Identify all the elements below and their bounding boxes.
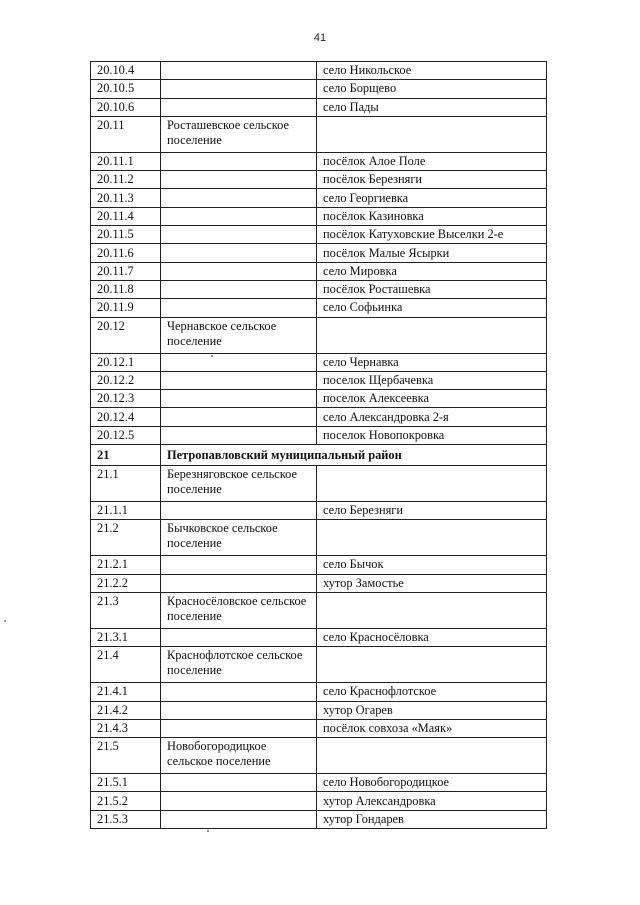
settlement-name [161,244,317,262]
locality-name: хутор Александровка [317,792,547,810]
locality-row [91,80,547,98]
locality-row [91,810,547,828]
locality-name [317,738,547,774]
row-code: 20.12.1 [91,353,161,371]
settlement-name [161,774,317,792]
locality-name: хутор Гондарев [317,810,547,828]
row-code: 20.10.4 [91,62,161,80]
locality-name: село Новобогородицкое [317,774,547,792]
settlement-name [161,719,317,737]
row-code: 21.4 [91,647,161,683]
locality-name: село Пады [317,98,547,116]
row-code: 20.12.4 [91,408,161,426]
locality-name: село Мировка [317,262,547,280]
settlement-name: Новобогородицкое сельское поселение [161,738,317,774]
page-number: 41 [313,32,327,44]
district-name: Петропавловский муниципальный район [161,445,547,466]
settlement-name [161,280,317,298]
row-code: 20.11.8 [91,280,161,298]
row-code: 21.5 [91,738,161,774]
row-code: 21.2.2 [91,574,161,592]
locality-name [317,317,547,353]
settlement-name [161,810,317,828]
settlement-name [161,556,317,574]
locality-row [91,299,547,317]
settlement-row [91,317,547,353]
settlement-name [161,390,317,408]
locality-row [91,280,547,298]
locality-name [317,647,547,683]
settlement-name: Краснофлотское сельское поселение [161,647,317,683]
row-code: 21.4.3 [91,719,161,737]
row-code: 20.11.4 [91,207,161,225]
locality-row [91,226,547,244]
locality-name: село Софьинка [317,299,547,317]
locality-row [91,792,547,810]
settlement-name [161,701,317,719]
settlement-name [161,792,317,810]
settlement-name [161,171,317,189]
row-code: 21 [91,445,161,466]
locality-name [317,520,547,556]
locality-name: село Березняги [317,502,547,520]
settlement-name [161,408,317,426]
row-code: 21.5.3 [91,810,161,828]
locality-row [91,683,547,701]
locality-name: село Чернавка [317,353,547,371]
row-code: 21.3.1 [91,628,161,646]
locality-name: поселок Щербачевка [317,371,547,389]
settlement-row [91,466,547,502]
locality-name: село Александровка 2-я [317,408,547,426]
row-code: 21.1.1 [91,502,161,520]
locality-row [91,426,547,444]
settlement-name [161,62,317,80]
scan-speck [4,620,6,622]
row-code: 20.12.2 [91,371,161,389]
locality-row [91,152,547,170]
settlement-name [161,207,317,225]
locality-name [317,466,547,502]
settlement-name [161,502,317,520]
scan-speck [211,355,213,357]
settlement-row [91,116,547,152]
row-code: 21.2.1 [91,556,161,574]
settlement-row [91,592,547,628]
locality-row [91,390,547,408]
row-code: 20.12.3 [91,390,161,408]
settlement-name [161,353,317,371]
settlement-name [161,262,317,280]
settlement-name: Березняговское сельское поселение [161,466,317,502]
row-code: 20.11.3 [91,189,161,207]
locality-row [91,189,547,207]
locality-name: посёлок Березняги [317,171,547,189]
locality-name: хутор Замостье [317,574,547,592]
locality-name: поселок Алексеевка [317,390,547,408]
locality-row [91,408,547,426]
row-code: 21.5.2 [91,792,161,810]
row-code: 21.4.2 [91,701,161,719]
locality-name: поселок Новопокровка [317,426,547,444]
row-code: 20.11 [91,116,161,152]
settlements-table-body [91,62,547,829]
row-code: 20.10.5 [91,80,161,98]
row-code: 21.4.1 [91,683,161,701]
locality-name: посёлок Казиновка [317,207,547,225]
row-code: 20.11.6 [91,244,161,262]
settlement-name [161,426,317,444]
locality-row [91,701,547,719]
row-code: 20.11.9 [91,299,161,317]
locality-name: село Бычок [317,556,547,574]
settlement-name: Чернавское сельское поселение [161,317,317,353]
settlement-name [161,574,317,592]
locality-name: село Никольское [317,62,547,80]
locality-row [91,62,547,80]
settlement-name [161,189,317,207]
locality-row [91,371,547,389]
settlement-name [161,683,317,701]
row-code: 21.3 [91,592,161,628]
settlement-name: Бычковское сельское поселение [161,520,317,556]
settlement-name [161,80,317,98]
locality-name: село Георгиевка [317,189,547,207]
row-code: 21.5.1 [91,774,161,792]
locality-name: село Красносёловка [317,628,547,646]
row-code: 20.10.6 [91,98,161,116]
locality-name: село Краснофлотское [317,683,547,701]
scan-speck [207,830,209,832]
row-code: 20.12 [91,317,161,353]
row-code: 20.12.5 [91,426,161,444]
locality-row [91,556,547,574]
settlement-name [161,371,317,389]
locality-name: хутор Огарев [317,701,547,719]
locality-row [91,628,547,646]
settlement-row [91,738,547,774]
district-row [91,445,547,466]
locality-row [91,171,547,189]
locality-name: посёлок Катуховские Выселки 2-е [317,226,547,244]
locality-row [91,502,547,520]
settlement-name: Росташевское сельское поселение [161,116,317,152]
settlement-name [161,628,317,646]
row-code: 20.11.2 [91,171,161,189]
locality-name: посёлок совхоза «Маяк» [317,719,547,737]
settlement-name: Красносёловское сельское поселение [161,592,317,628]
locality-row [91,774,547,792]
locality-row [91,262,547,280]
settlement-name [161,98,317,116]
locality-name: село Борщево [317,80,547,98]
locality-name: посёлок Малые Ясырки [317,244,547,262]
locality-row [91,207,547,225]
row-code: 20.11.5 [91,226,161,244]
locality-name: посёлок Алое Поле [317,152,547,170]
settlement-name [161,152,317,170]
locality-row [91,244,547,262]
row-code: 20.11.7 [91,262,161,280]
locality-row [91,574,547,592]
settlement-row [91,520,547,556]
row-code: 21.2 [91,520,161,556]
locality-name [317,592,547,628]
settlement-name [161,226,317,244]
locality-row [91,353,547,371]
row-code: 21.1 [91,466,161,502]
locality-name: посёлок Росташевка [317,280,547,298]
settlements-table [90,61,547,829]
settlement-row [91,647,547,683]
row-code: 20.11.1 [91,152,161,170]
locality-row [91,719,547,737]
locality-row [91,98,547,116]
settlement-name [161,299,317,317]
locality-name [317,116,547,152]
